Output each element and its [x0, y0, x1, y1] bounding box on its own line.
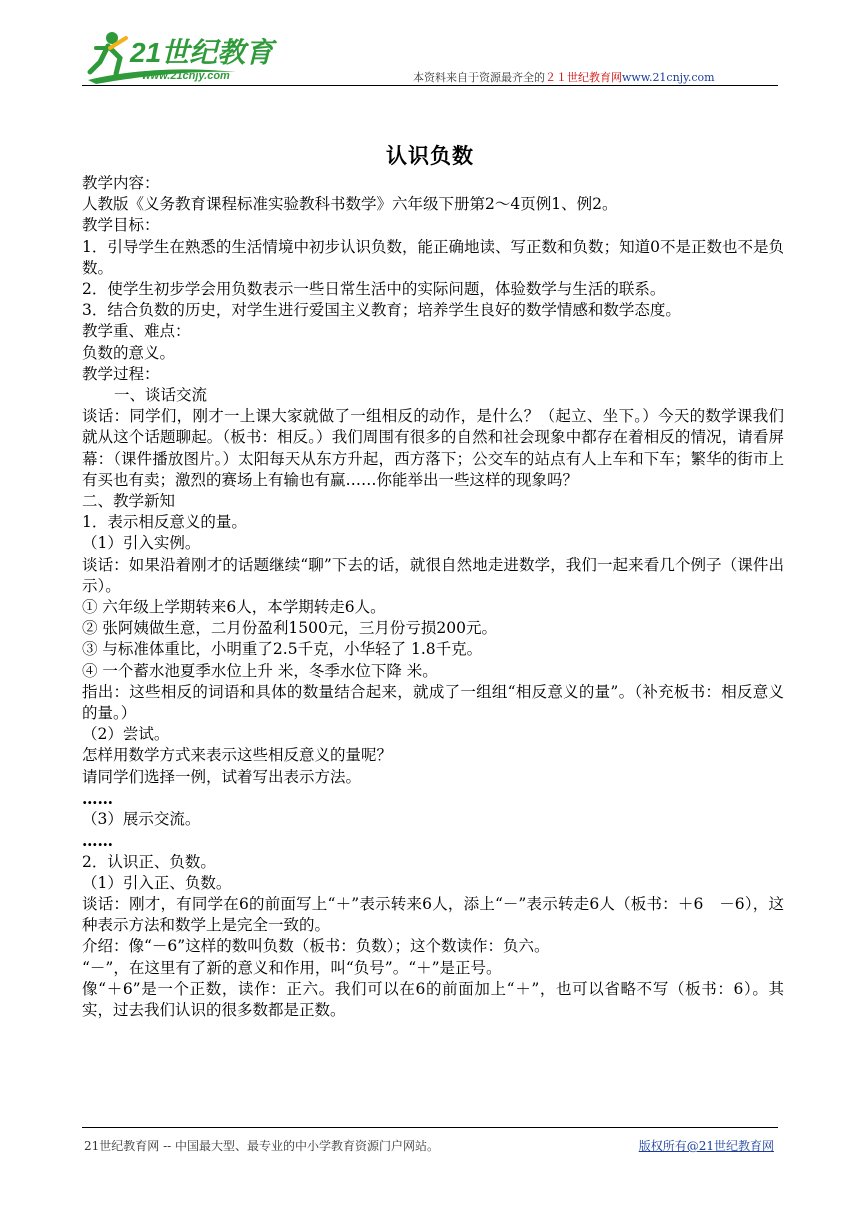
body-paragraph: “－”，在这里有了新的意义和作用，叫“负号”。“＋”是正号。: [82, 958, 502, 977]
logo-url: www.21cnjy.com: [142, 70, 230, 82]
site-logo[interactable]: [86, 28, 296, 88]
header-note-prefix: 本资料来自于资源最齐全的: [413, 71, 545, 84]
body-paragraph: 一、谈话交流: [114, 386, 208, 405]
body-paragraph: 介绍：像“－6”这样的数叫负数（板书：负数）；这个数读作：负六。: [82, 937, 550, 956]
body-paragraph: 指出：这些相反的词语和具体的数量结合起来，就成了一组组“相反意义的量”。（补充板书：相反意义的量。）: [82, 682, 784, 723]
body-paragraph: 教学内容：: [82, 174, 160, 192]
body-paragraph: 二、教学新知: [82, 492, 176, 511]
body-paragraph: 1．表示相反意义的量。: [82, 513, 247, 532]
body-paragraph: 谈话：刚才，有同学在6的前面写上“＋”表示转来6人，添上“－”表示转走6人（板书：＋6 －6），这种表示方法和数学上是完全一致的。: [82, 894, 784, 935]
body-paragraph: ① 六年级上学期转来6人，本学期转走6人。: [82, 598, 386, 617]
header-note-url[interactable]: www.21cnjy.com: [622, 71, 715, 84]
body-paragraph: 怎样用数学方式来表示这些相反意义的量呢？: [82, 746, 393, 765]
footer-site-description: 21世纪教育网 -- 中国最大型、最专业的中小学教育资源门户网站。: [84, 1139, 440, 1153]
body-paragraph: 谈话：如果沿着刚才的话题继续“聊”下去的话，就很自然地走进数学，我们一起来看几个例子（课件出示）。: [82, 555, 784, 595]
footer-copyright-link[interactable]: 版权所有@21世纪教育网: [638, 1139, 774, 1153]
body-paragraph: （1）引入正、负数。: [82, 873, 232, 892]
body-paragraph: 人教版《义务教育课程标准实验教科书数学》六年级下册第2～4页例1、例2。: [82, 195, 618, 214]
body-paragraph: 教学过程：: [82, 364, 160, 383]
body-paragraph: （1）引入实例。: [82, 534, 201, 553]
body-paragraph: ③ 与标准体重比，小明重了2.5千克，小华轻了 1.8千克。: [82, 640, 483, 659]
body-paragraph: ② 张阿姨做生意，二月份盈利1500元，三月份亏损200元。: [82, 619, 497, 638]
body-paragraph: 像“＋6”是一个正数，读作：正六。我们可以在6的前面加上“＋”，也可以省略不写（板书：6）。其实，过去我们认识的很多数都是正数。: [82, 979, 784, 1019]
body-paragraph: 负数的意义。: [82, 343, 176, 362]
body-paragraph: ……: [82, 831, 113, 851]
page-header: [0, 0, 860, 100]
body-paragraph: ……: [82, 788, 113, 808]
body-paragraph: （2）尝试。: [82, 725, 170, 744]
body-paragraph: 教学目标：: [82, 216, 160, 235]
body-paragraph: 3．结合负数的历史，对学生进行爱国主义教育；培养学生良好的数学情感和数学态度。: [82, 301, 681, 320]
body-paragraph: （3）展示交流。: [82, 810, 201, 829]
body-paragraph: 谈话：同学们，刚才一上课大家就做了一组相反的动作，是什么？（起立、坐下。）今天的数学课我们就从这个话题聊起。（板书：相反。）我们周围有很多的自然和社会现象中都存在着相反的情况，请看屏幕：（课件播放图片。）太阳每天从东方升起，西方落下；公交车的站点有人上车和下车；繁华的街市上有买也有卖；激烈的赛场上有输也有赢……你能举出一些这样的现象吗？: [82, 407, 784, 489]
footer-divider: [82, 1127, 778, 1128]
header-note-highlight: ２１世纪教育网: [545, 71, 622, 84]
header-source-note: [413, 69, 715, 85]
document-body: [82, 173, 784, 1021]
document-title: 认识负数: [386, 143, 474, 168]
body-paragraph: 1．引导学生在熟悉的生活情境中初步认识负数，能正确地读、写正数和负数；知道0不是正数也不是负数。: [82, 237, 784, 277]
body-paragraph: ④ 一个蓄水池夏季水位上升 米，冬季水位下降 米。: [82, 661, 438, 680]
body-paragraph: 教学重、难点：: [82, 322, 191, 341]
header-divider: [82, 85, 778, 86]
body-paragraph: 2．使学生初步学会用负数表示一些日常生活中的实际问题，体验数学与生活的联系。: [82, 280, 666, 299]
body-paragraph: 2．认识正、负数。: [82, 852, 216, 871]
body-paragraph: 请同学们选择一例，试着写出表示方法。: [82, 767, 362, 786]
logo-text: 21世纪教育: [130, 37, 274, 68]
